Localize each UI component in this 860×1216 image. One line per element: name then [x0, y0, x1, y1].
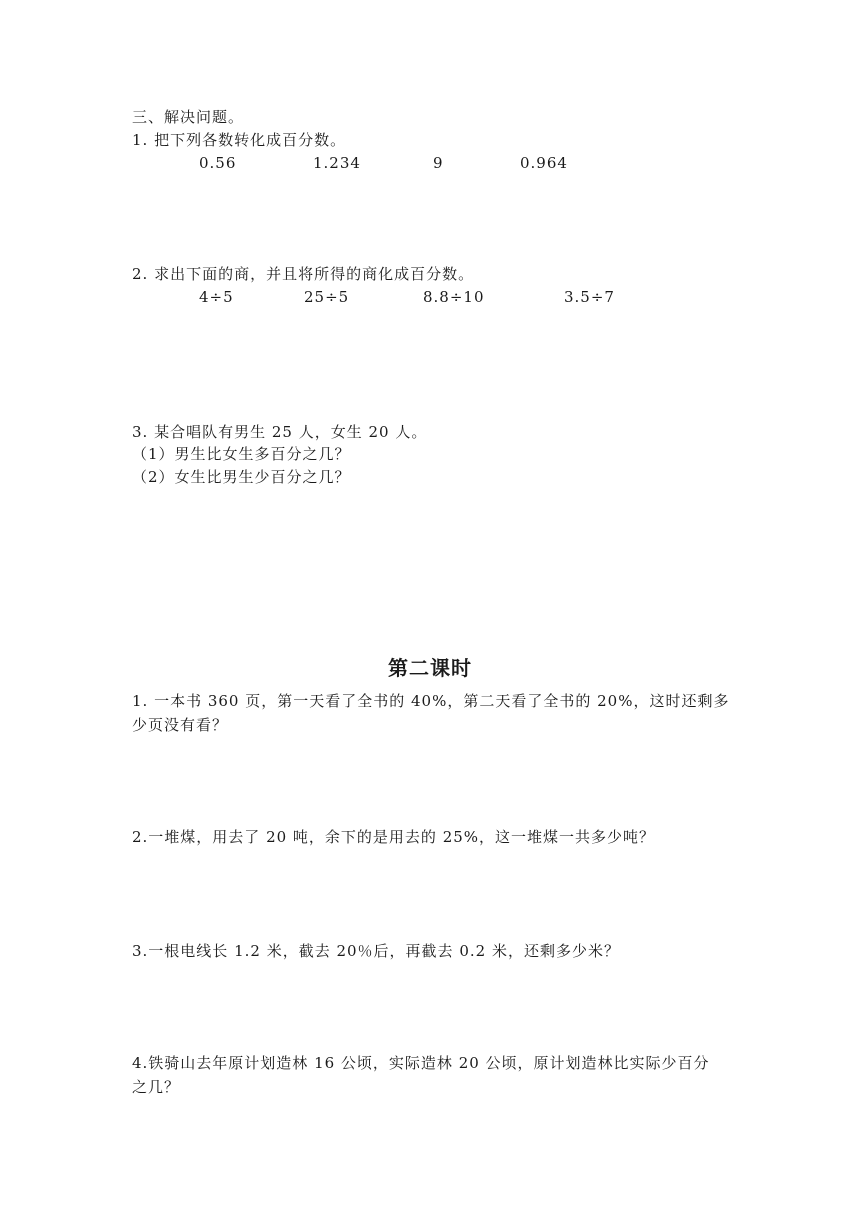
- section-heading: 三、解决问题。: [132, 108, 245, 126]
- q2-item-1: 4÷5: [199, 288, 234, 306]
- q1-item-1: 0.56: [199, 154, 237, 172]
- lesson2-question-3: 3.一根电线长 1.2 米，截去 20％后，再截去 0.2 米，还剩多少米？: [132, 942, 620, 960]
- lesson-title: 第二课时: [388, 656, 472, 680]
- question-3-part-2: （2）女生比男生少百分之几？: [132, 468, 351, 486]
- question-3: 3. 某合唱队有男生 25 人，女生 20 人。: [132, 423, 428, 441]
- question-3-part-1: （1）男生比女生多百分之几？: [132, 445, 351, 463]
- question-1: 1. 把下列各数转化成百分数。: [132, 131, 347, 149]
- q2-item-2: 25÷5: [304, 288, 350, 306]
- q1-item-2: 1.234: [313, 154, 361, 172]
- question-2: 2. 求出下面的商，并且将所得的商化成百分数。: [132, 265, 475, 283]
- q1-item-3: 9: [433, 154, 444, 172]
- lesson2-question-1-line-1: 1. 一本书 360 页，第一天看了全书的 40%，第二天看了全书的 20%，这时还剩多: [132, 692, 730, 710]
- lesson2-question-4-line-2: 之几？: [132, 1078, 181, 1096]
- lesson2-question-2: 2.一堆煤，用去了 20 吨，余下的是用去的 25%，这一堆煤一共多少吨？: [132, 828, 656, 846]
- lesson2-question-4-line-1: 4.铁骑山去年原计划造林 16 公顷，实际造林 20 公顷，原计划造林比实际少百分: [132, 1054, 710, 1072]
- lesson2-question-1-line-2: 少页没有看？: [132, 716, 229, 734]
- q2-item-3: 8.8÷10: [423, 288, 485, 306]
- q2-item-4: 3.5÷7: [564, 288, 615, 306]
- q1-item-4: 0.964: [520, 154, 568, 172]
